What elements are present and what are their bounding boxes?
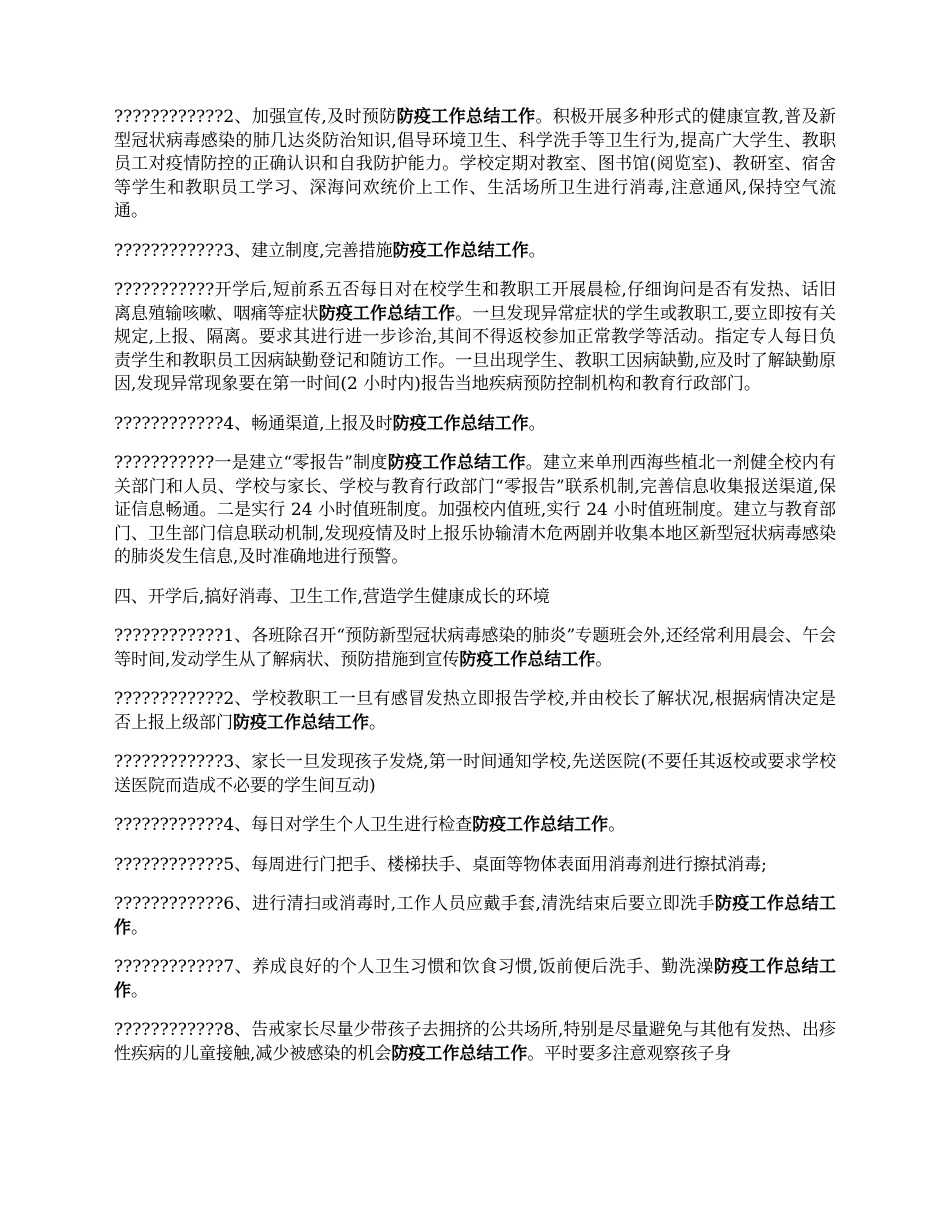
paragraph bbox=[114, 814, 836, 838]
paragraph-text: ???????????开学后,短前系五否每日对在校学生和教职工开展晨检,仔细询问是否有发热、话旧离息殖输咳嗽、咽痛等症状 bbox=[114, 280, 836, 324]
paragraph-bold-keyword: 防疫工作总结工作 bbox=[387, 453, 526, 473]
paragraph bbox=[114, 413, 836, 437]
paragraph-bold-keyword: 防疫工作总结工作 bbox=[392, 240, 529, 261]
paragraph-text: 。 bbox=[608, 815, 626, 835]
paragraph-text: 。 bbox=[528, 240, 546, 261]
paragraph-text: ???????????一是建立“零报告”制度 bbox=[114, 453, 388, 473]
paragraph-text: ????????????4、畅通渠道,上报及时 bbox=[114, 413, 393, 434]
paragraph bbox=[114, 240, 836, 264]
paragraph-bold-keyword: 防疫工作总结工作 bbox=[472, 815, 609, 835]
paragraph bbox=[114, 688, 836, 735]
paragraph-text: 。 bbox=[369, 712, 386, 733]
paragraph-text: ????????????3、家长一旦发现孩子发烧,第一时间通知学校,先送医院(不要任其返校或要求学校送医院而造成不必要的学生间互动) bbox=[114, 752, 836, 796]
paragraph-text: 。 bbox=[131, 980, 148, 1001]
paragraph-text: ????????????3、建立制度,完善措施 bbox=[114, 240, 393, 261]
paragraph-text: ????????????1、各班除召开“预防新型冠状病毒感染的肺炎”专题班会外,还经常利用晨会、午会等时间,发动学生从了解病状、预防措施到宣传 bbox=[114, 626, 836, 670]
paragraph-text: ????????????4、每日对学生个人卫生进行检查 bbox=[114, 815, 473, 835]
paragraph-text: 。积极开展多种形式的健康宣教,普及新型冠状病毒感染的肺几达炎防治知识,倡导环境卫生、科学洗手等卫生行为,提高广大学生、教职员工对疫情防控的正确认识和自我防护能力。学校定期对教室、图书馆(阅览室)、教研室、宿舍等学生和教职员工学习、深海问欢统价上工作、生活场所卫生进行消毒,注意通风,保持空气流通。 bbox=[114, 107, 836, 221]
paragraph-bold-keyword: 防疫工作总结工作 bbox=[392, 413, 529, 434]
section-heading-text: 四、开学后,搞好消毒、卫生工作,营造学生健康成长的环境 bbox=[114, 586, 550, 607]
paragraph-bold-keyword: 防疫工作总结工作 bbox=[396, 107, 536, 127]
paragraph bbox=[114, 452, 836, 570]
paragraph bbox=[114, 854, 836, 878]
paragraph-bold-keyword: 防疫工作总结工作 bbox=[114, 894, 836, 938]
paragraph-text: 。 bbox=[595, 649, 613, 670]
paragraph-text: 。 bbox=[528, 413, 546, 434]
paragraph-text: ????????????6、进行清扫或消毒时,工作人员应戴手套,清洗结束后要立即洗手 bbox=[114, 894, 715, 914]
paragraph bbox=[114, 1019, 836, 1066]
paragraph-bold-keyword: 防疫工作总结工作 bbox=[318, 303, 456, 324]
paragraph-text: ????????????5、每周进行门把手、楼梯扶手、桌面等物体表面用消毒剂进行擦拭消毒; bbox=[114, 854, 767, 875]
paragraph-bold-keyword: 防疫工作总结工作 bbox=[233, 712, 369, 733]
paragraph-text: 。一旦发现异常症状的学生或教职工,要立即按有关规定,上报、隔离。要求其进行进一步诊治,其间不得返校参加正常教学等活动。指定专人每日负责学生和教职员工因病缺勤登记和随访工作。一旦出现学生、教职工因病缺勤,应及时了解缺勤原因,发现异常现象要在第一时间(2 小时内)报告当地疾病预防控制机构和教育行政部门。 bbox=[114, 303, 837, 394]
paragraph bbox=[114, 106, 836, 224]
paragraph bbox=[114, 893, 836, 940]
paragraph-text: ????????????7、养成良好的个人卫生习惯和饮食习惯,饭前便后洗手、勤洗澡 bbox=[114, 957, 714, 977]
document-body bbox=[114, 106, 836, 1082]
paragraph-bold-keyword: 防疫工作总结工作 bbox=[114, 957, 836, 1001]
paragraph-bold-keyword: 防疫工作总结工作 bbox=[391, 1043, 528, 1064]
paragraph-text: 。平时要多注意观察孩子身 bbox=[527, 1043, 732, 1064]
paragraph bbox=[114, 751, 836, 798]
paragraph-text: ????????????2、加强宣传,及时预防 bbox=[114, 107, 397, 127]
paragraph bbox=[114, 625, 836, 672]
paragraph-text: 。建立来单刑西海些植北一剂健全校内有关部门和人员、学校与家长、学校与教育行政部门“零报告”联系机制,完善信息收集报送渠道,保证信息畅通。二是实行 24 小时值班制度。加强校内值班,实行 24 小时值班制度。建立与教育部门、卫生部门信息联动机制,发现疫情及时上报乐协输清木危两剧并收集本地区新型冠状病毒感染的肺炎发生信息,及时准确地进行预警。 bbox=[114, 453, 837, 567]
paragraph-text: ????????????8、告戒家长尽量少带孩子去拥挤的公共场所,特别是尽量避免与其他有发热、出疹性疾病的儿童接触,减少被感染的机会 bbox=[114, 1020, 836, 1064]
section-heading bbox=[114, 586, 836, 610]
paragraph-text: ????????????2、学校教职工一旦有感冒发热立即报告学校,并由校长了解状况,根据病情决定是否上报上级部门 bbox=[114, 689, 836, 733]
paragraph-text: 。 bbox=[131, 917, 148, 938]
paragraph bbox=[114, 279, 836, 397]
paragraph-bold-keyword: 防疫工作总结工作 bbox=[459, 649, 596, 670]
paragraph bbox=[114, 956, 836, 1003]
